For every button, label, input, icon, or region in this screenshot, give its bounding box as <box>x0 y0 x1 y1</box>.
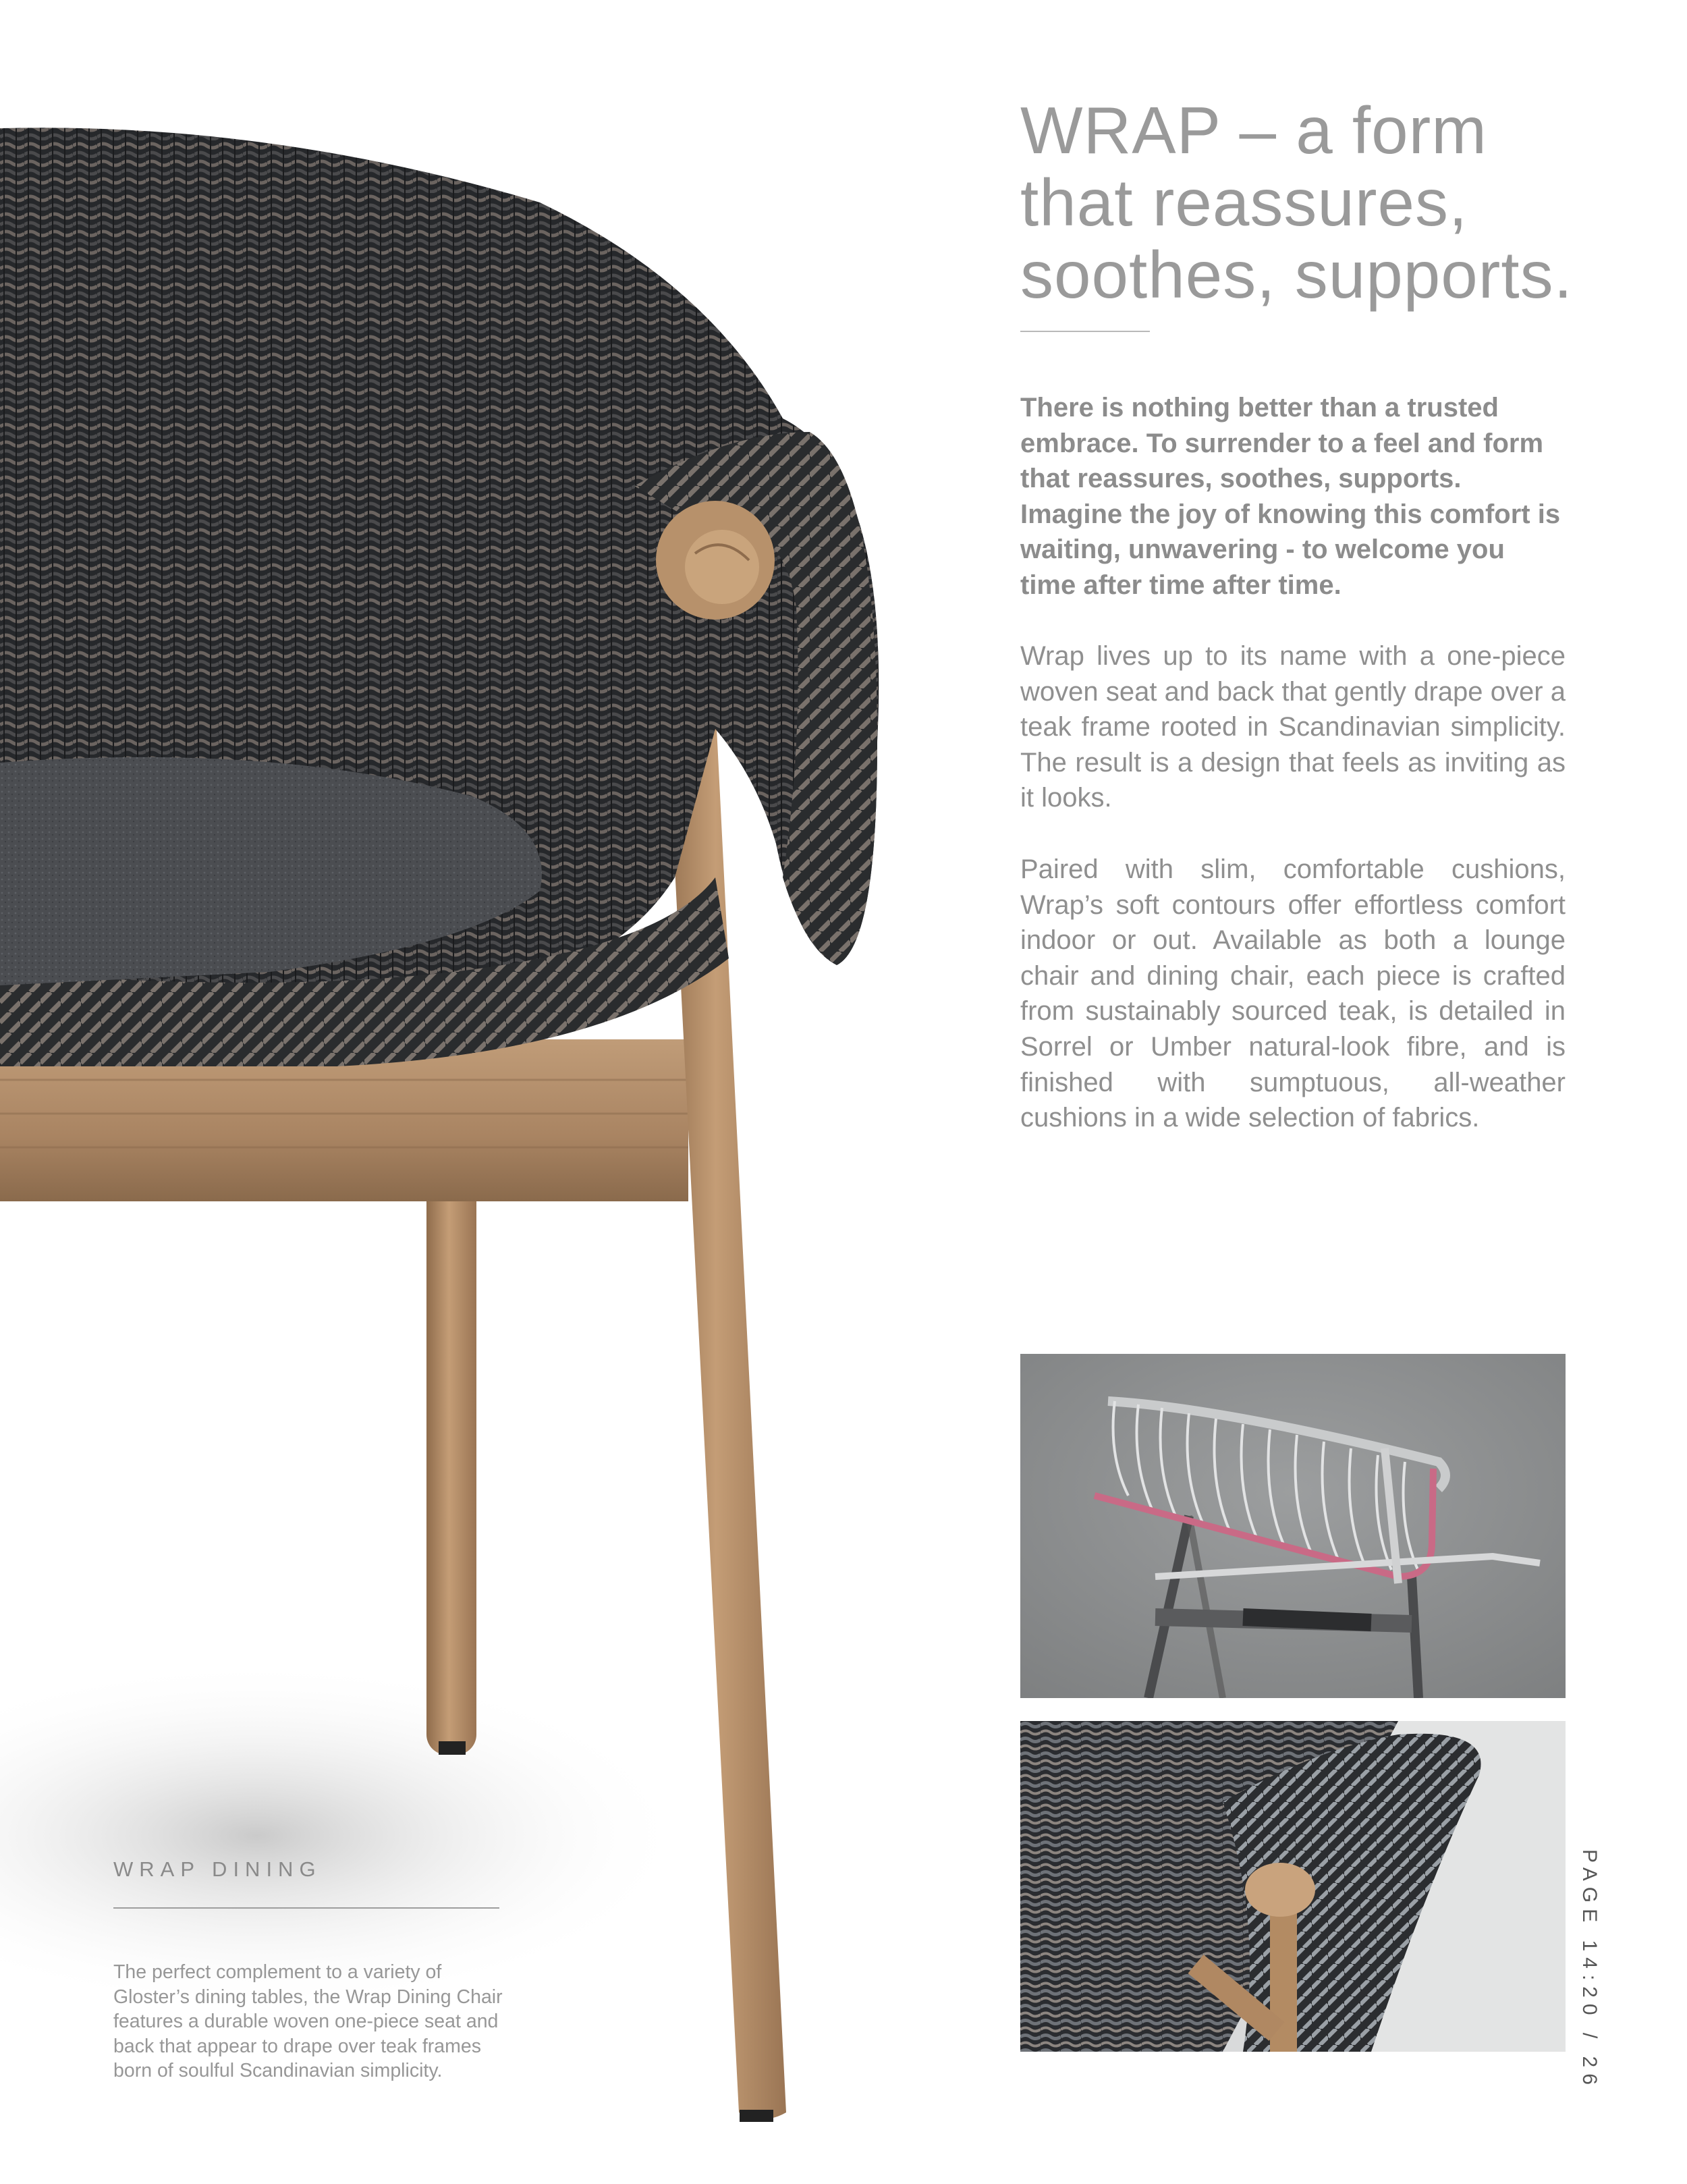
frame-construction-photo <box>1020 1354 1566 1698</box>
caption-divider <box>113 1907 499 1909</box>
body-paragraph: Wrap lives up to its name with a one-piece woven seat and back that gently drape over a teak frame rooted in Scandinavian simplicity. The result is a design that feels as inviting as it looks. <box>1020 641 1566 813</box>
headline-line: WRAP – a form <box>1020 93 1487 167</box>
caption-text: The perfect complement to a variety of Gloster’s dining tables, the Wrap Dining Chair features a durable woven one-piece seat and back that appear to drape over teak frames born of soulful Scandinavian simplicity. <box>113 1961 503 2081</box>
headline-line: soothes, supports. <box>1020 238 1573 312</box>
caption-title: WRAP DINING <box>113 1857 322 1881</box>
headline-divider <box>1020 331 1150 332</box>
headline <box>1020 94 1628 311</box>
intro-paragraph: There is nothing better than a trusted embrace. To surrender to a feel and form that reassures, soothes, supports. Imagine the joy of knowing this comfort is waiting, unwavering - to welcome you time after time after time. <box>1020 393 1561 600</box>
headline-line: that reassures, <box>1020 165 1468 240</box>
weave-detail-photo <box>1020 1721 1566 2052</box>
page-indicator: PAGE 14:20 / 26 <box>1578 1849 1601 2091</box>
body-paragraph: Paired with slim, comfortable cushions, Wrap’s soft contours offer effortless comfort indoor or out. Available as both a lounge chair and dining chair, each piece is crafted from sustainably sourced teak, is detailed in Sorrel or Umber natural-look fibre, and is finished with sumptuous, all-weather cushions in a wide selection of fabrics. <box>1020 854 1566 1133</box>
